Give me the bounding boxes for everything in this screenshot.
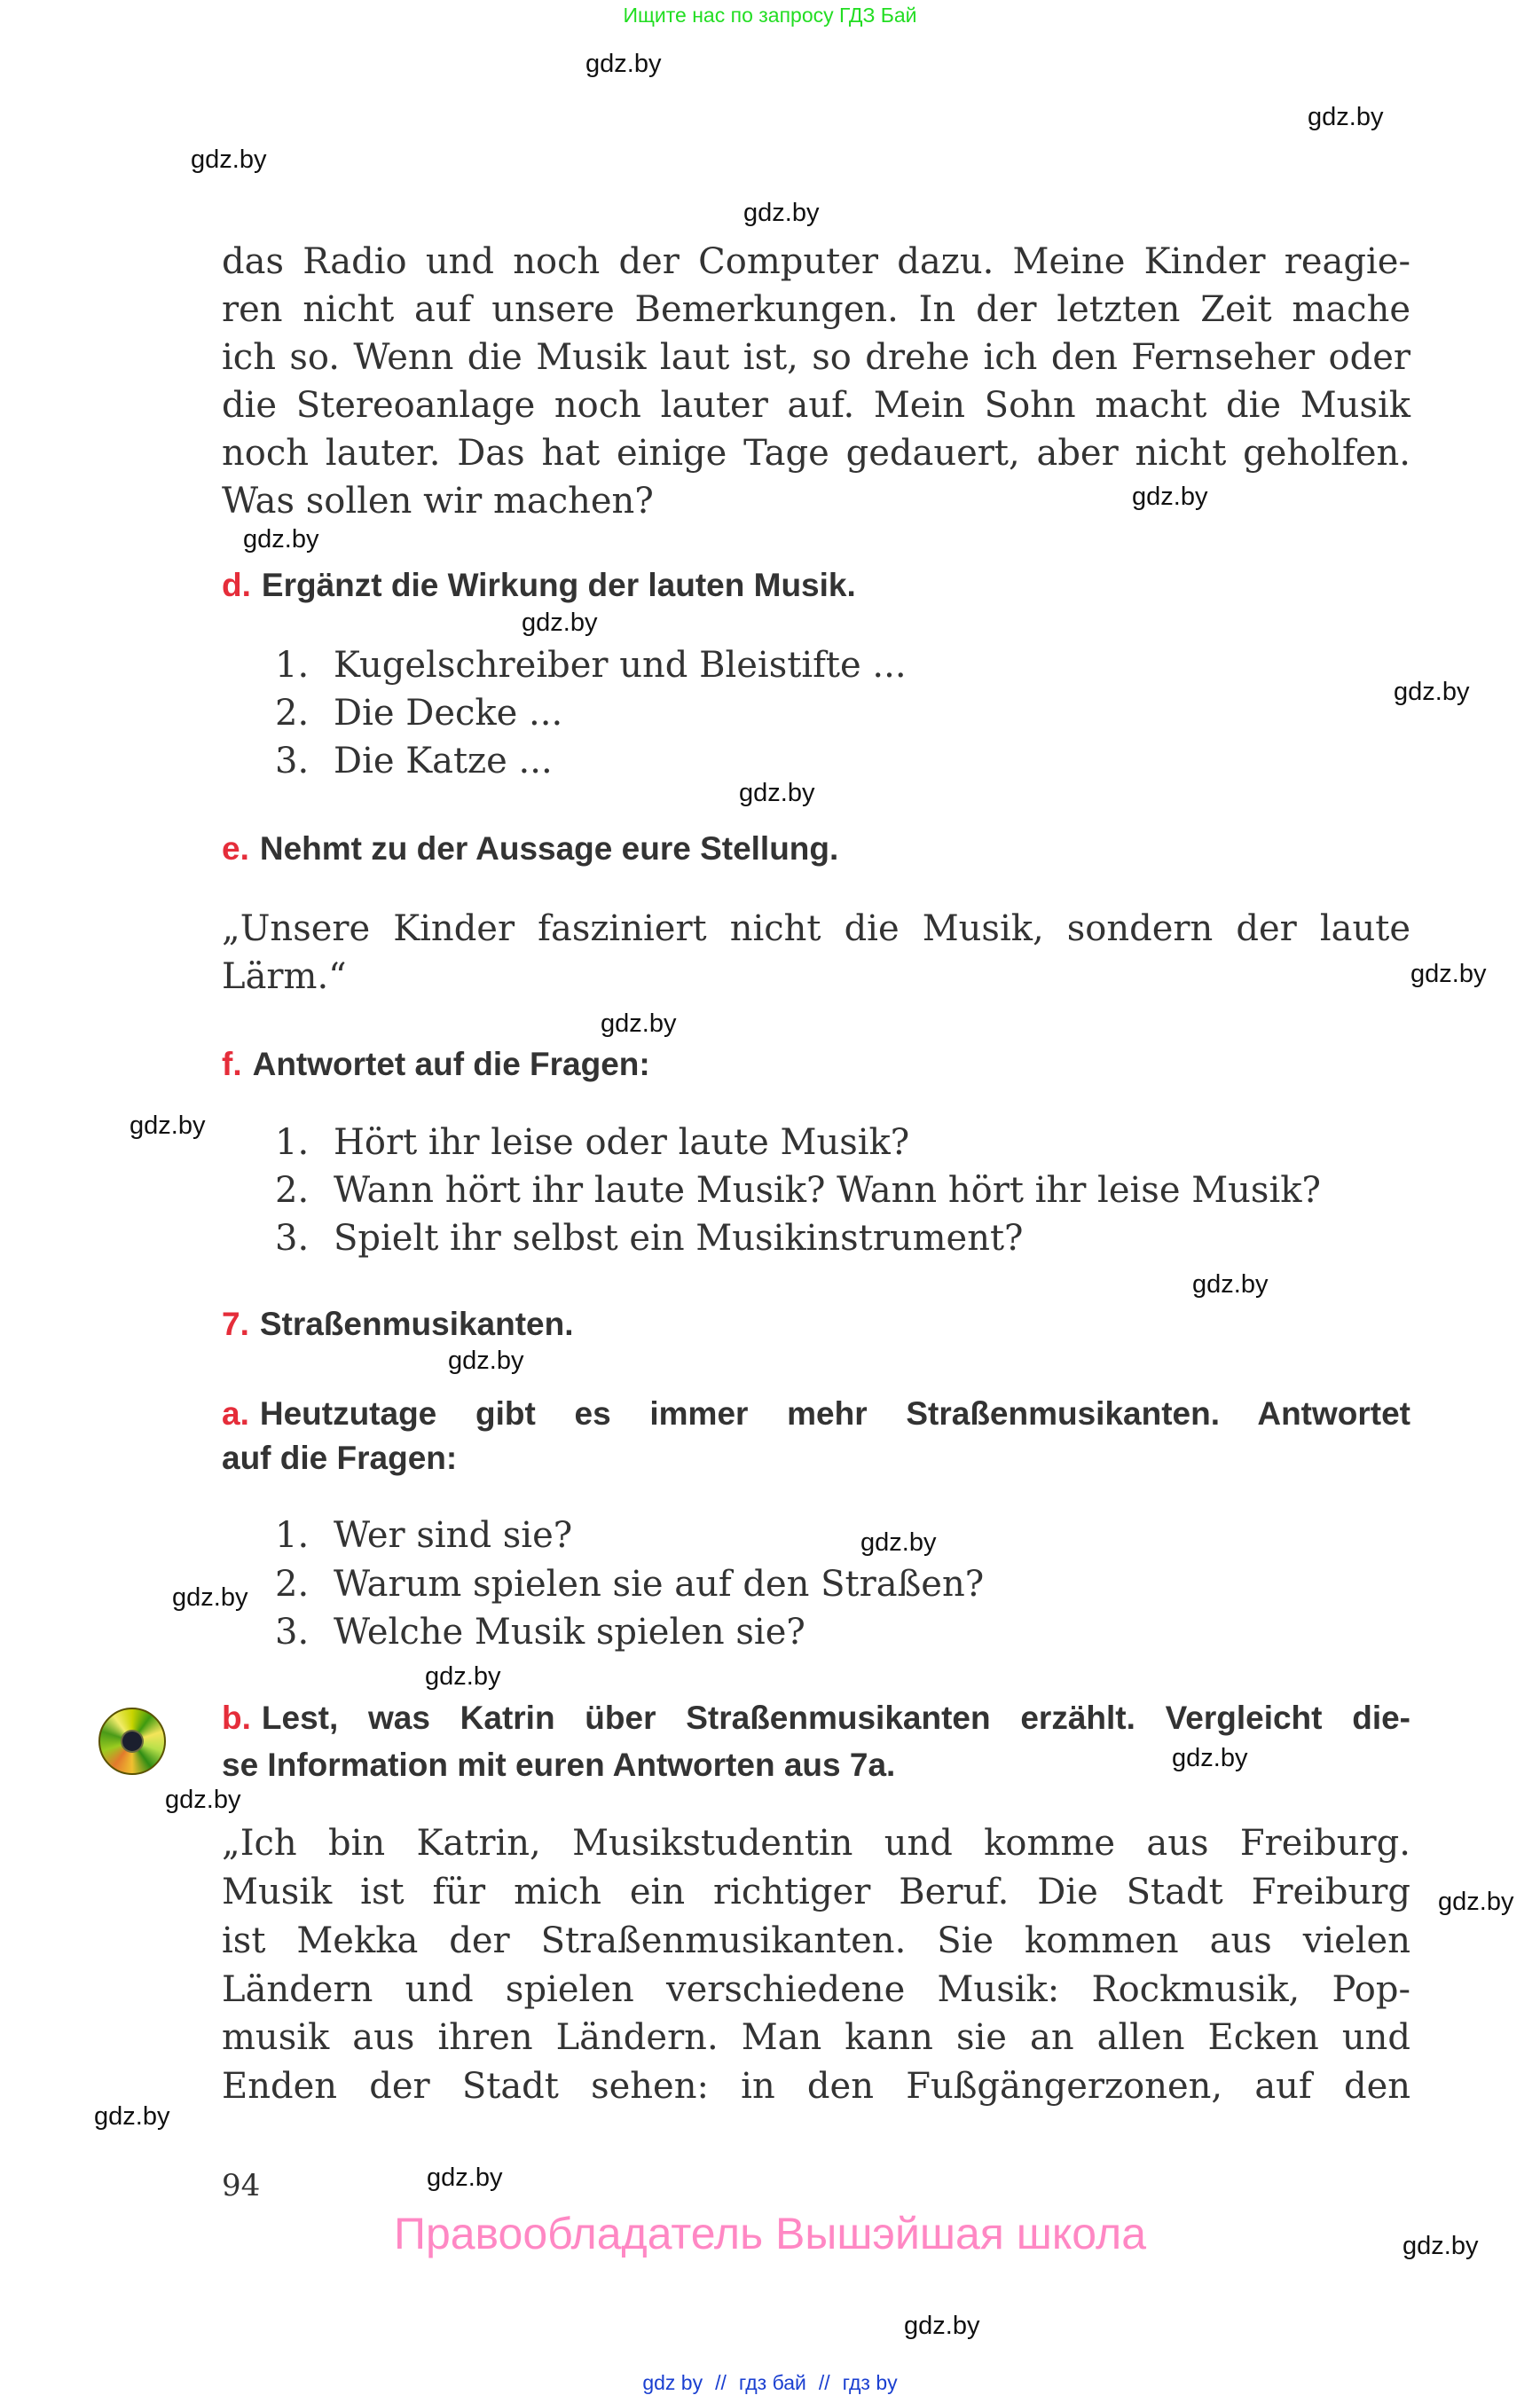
reading-line: Enden der Stadt sehen: in den Fußgängerzonen, auf den [222,2066,1410,2107]
watermark-text: gdz.by [1132,483,1208,511]
watermark-text: gdz.by [1402,2232,1479,2260]
watermark-text: gdz.by [743,199,820,227]
list-text: Warum spielen sie auf den Straßen? [334,1564,985,1605]
footer-link-gdz-by-cyr[interactable]: гдз by [842,2371,898,2394]
task-label: a. [222,1395,249,1432]
list-number: 3. [275,1612,310,1653]
link-separator: // [715,2371,727,2394]
list-item [275,737,553,785]
list-text: Spielt ihr selbst ein Musikinstrument? [334,1218,1024,1259]
watermark-text: gdz.by [522,609,598,637]
watermark-text: gdz.by [585,50,662,78]
task-heading [222,1042,650,1087]
reading-line: Musik ist für mich ein richtiger Beruf. Die Stadt Freiburg [222,1872,1410,1912]
task-heading [222,563,856,608]
exercise-title: Straßenmusikanten. [259,1306,574,1342]
paragraph-line: das Radio und noch der Computer dazu. Meine Kinder reagie- [222,241,1410,282]
paragraph-line: noch lauter. Das hat einige Tage gedauert, aber nicht geholfen. [222,433,1410,474]
list-number: 3. [275,741,310,781]
task-title: Antwortet auf die Fragen: [252,1046,650,1082]
list-text: Die Katze ... [334,741,553,781]
page-number: 94 [222,2168,261,2203]
task-title: Nehmt zu der Aussage eure Stellung. [259,830,839,867]
list-number: 1. [275,1122,310,1163]
list-text: Kugelschreiber und Bleistifte ... [334,645,907,686]
watermark-text: gdz.by [130,1111,206,1140]
watermark-text: gdz.by [172,1583,248,1612]
list-item [275,1166,1321,1214]
footer-link-gdz-bai[interactable]: гдз бай [738,2371,806,2394]
exercise-heading [222,1302,574,1347]
link-separator: // [818,2371,830,2394]
audio-cd-icon[interactable] [98,1708,166,1775]
top-banner: Ищите нас по запросу ГДЗ Бай [623,4,917,27]
watermark-text: gdz.by [1410,960,1487,988]
watermark-text: gdz.by [448,1347,524,1375]
task-title-line: se Information mit euren Antworten aus 7a. [222,1747,896,1783]
task-heading [222,827,838,871]
list-number: 2. [275,693,310,734]
task-heading [222,1696,1410,1740]
task-label: b. [222,1700,251,1736]
watermark-text: gdz.by [1308,103,1384,131]
list-text: Wann hört ihr laute Musik? Wann hört ihr leise Musik? [334,1170,1321,1211]
watermark-text: gdz.by [94,2102,170,2131]
watermark-text: gdz.by [1172,1744,1248,1772]
list-item [275,1512,572,1559]
watermark-text: gdz.by [1192,1270,1269,1299]
list-number: 1. [275,645,310,686]
paragraph-line: ich so. Wenn die Musik laut ist, so drehe ich den Fernseher oder [222,337,1410,378]
task-title: Ergänzt die Wirkung der lauten Musik. [261,567,856,603]
list-number: 2. [275,1170,310,1211]
list-number: 2. [275,1564,310,1605]
watermark-text: gdz.by [243,525,319,554]
task-label: d. [222,567,251,603]
list-item [275,1560,984,1608]
list-number: 3. [275,1218,310,1259]
paragraph-line: ren nicht auf unsere Bemerkungen. In der letzten Zeit mache [222,289,1410,330]
task-title-line: Heutzutage gibt es immer mehr Straßenmusikanten. Antwortet [259,1395,1410,1432]
list-text: Wer sind sie? [334,1515,573,1556]
footer-links [0,2370,1540,2395]
footer-link-gdz-by[interactable]: gdz by [642,2371,703,2394]
watermark-text: gdz.by [601,1009,677,1038]
list-item [275,1608,805,1656]
list-item [275,641,907,689]
watermark-text: gdz.by [191,145,267,174]
reading-line: „Ich bin Katrin, Musikstudentin und komme aus Freiburg. [222,1823,1410,1864]
list-item [275,1119,909,1166]
task-label: e. [222,830,249,867]
exercise-label: 7. [222,1306,249,1342]
list-number: 1. [275,1515,310,1556]
watermark-text: gdz.by [1394,678,1470,706]
quote-line: „Unsere Kinder fasziniert nicht die Musik, sondern der laute [222,908,1410,949]
list-item [275,1214,1024,1262]
copyright-notice: Правообладатель Вышэйшая школа [394,2209,1146,2258]
list-text: Hört ihr leise oder laute Musik? [334,1122,910,1163]
task-label: f. [222,1046,242,1082]
watermark-text: gdz.by [427,2163,503,2192]
watermark-text: gdz.by [739,779,815,807]
quote-line: Lärm.“ [222,956,347,997]
task-title-line: Lest, was Katrin über Straßenmusikanten erzählt. Vergleicht die- [261,1700,1410,1736]
list-item [275,689,562,737]
task-title-line: auf die Fragen: [222,1440,458,1476]
list-text: Die Decke ... [334,693,563,734]
watermark-text: gdz.by [904,2312,980,2340]
watermark-text: gdz.by [1438,1888,1514,1916]
paragraph-line: Was sollen wir machen? [222,481,654,522]
watermark-text: gdz.by [860,1528,937,1557]
paragraph-line: die Stereoanlage noch lauter auf. Mein Sohn macht die Musik [222,385,1410,426]
reading-line: musik aus ihren Ländern. Man kann sie an allen Ecken und [222,2017,1410,2058]
reading-line: ist Mekka der Straßenmusikanten. Sie kommen aus vielen [222,1920,1410,1961]
watermark-text: gdz.by [165,1786,241,1814]
watermark-text: gdz.by [425,1662,501,1691]
reading-line: Ländern und spielen verschiedene Musik: Rockmusik, Pop- [222,1969,1410,2010]
list-text: Welche Musik spielen sie? [334,1612,805,1653]
task-heading [222,1392,1410,1436]
